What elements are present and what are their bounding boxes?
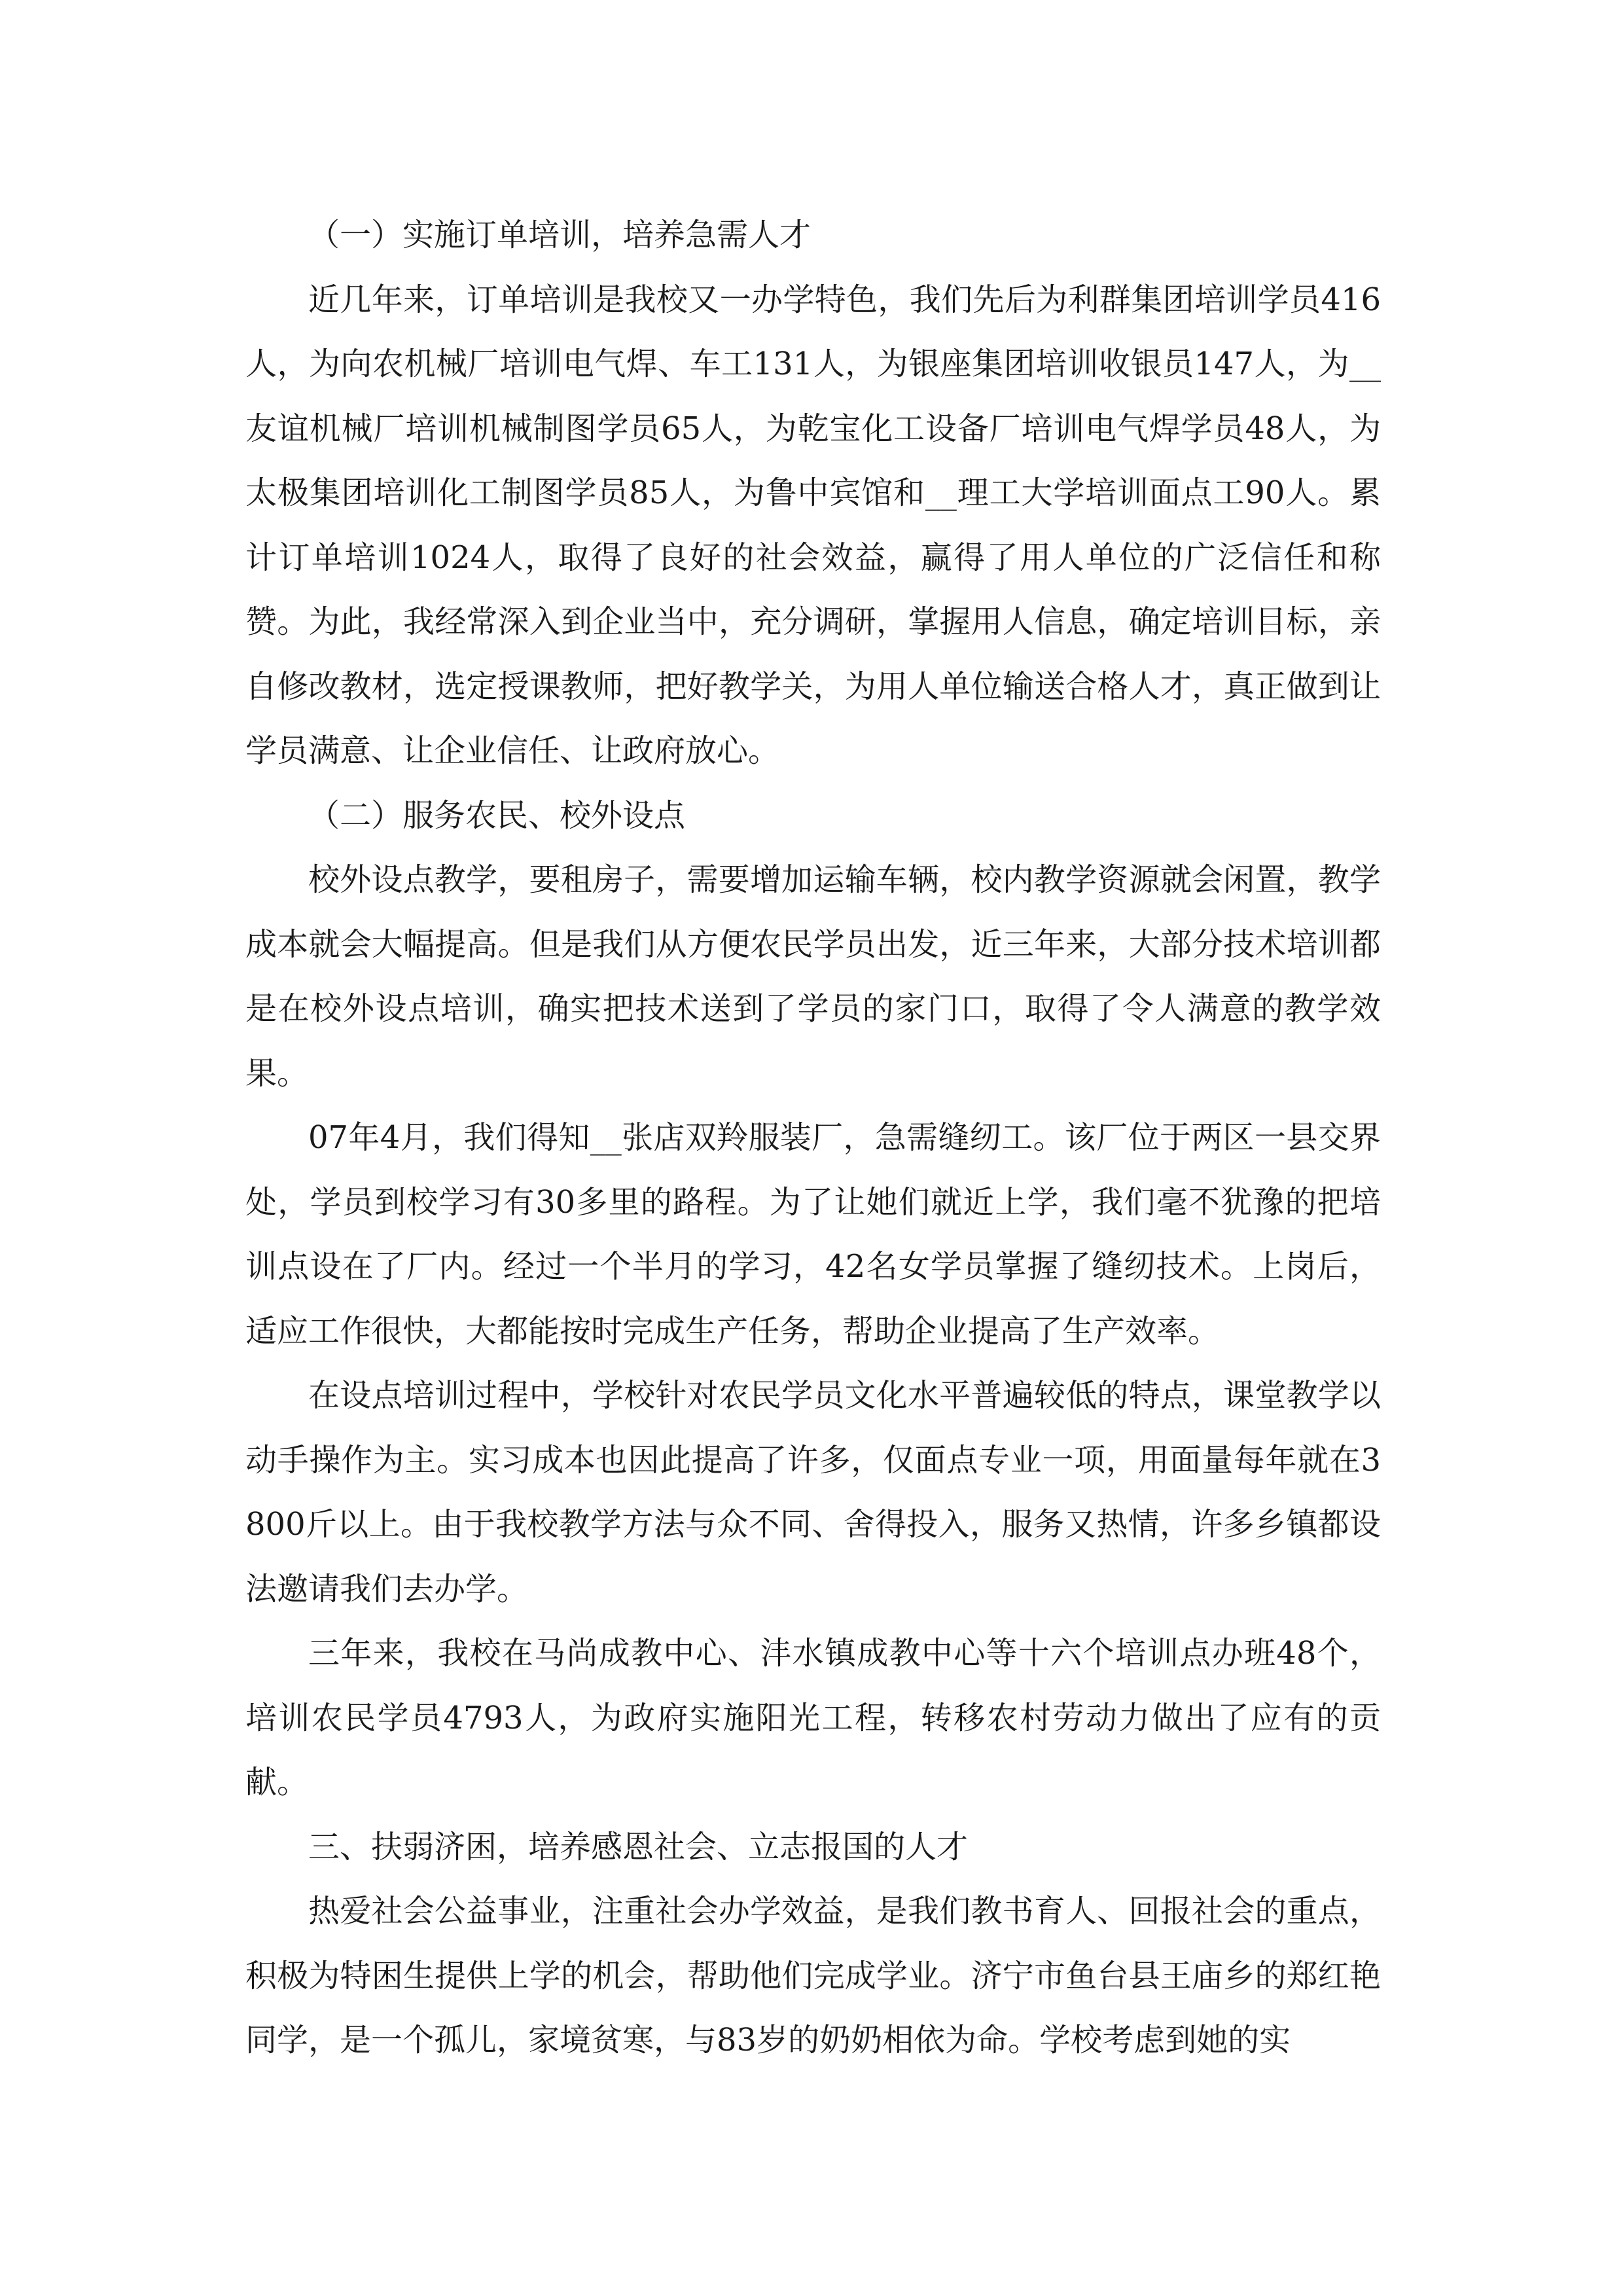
paragraph-training-process: 在设点培训过程中，学校针对农民学员文化水平普遍较低的特点，课堂教学以动手操作为主。实习成本也因此提高了许多，仅面点专业一项，用面量每年就在3800斤以上。由于我校教学方法与众不同、舍得投入，服务又热情，许多乡镇都设法邀请我们去办学。	[245, 1377, 1381, 1607]
section-heading-serve-farmers: （二）服务农民、校外设点	[308, 797, 686, 834]
paragraph-public-welfare: 热爱社会公益事业，注重社会办学效益，是我们教书育人、回报社会的重点，积极为特困生提供上学的机会，帮助他们完成学业。济宁市鱼台县王庙乡的郑红艳同学，是一个孤儿，家境贫寒，与83岁的奶奶相依为命。学校考虑到她的实	[245, 1893, 1381, 2058]
paragraph-order-training: 近几年来，订单培训是我校又一办学特色，我们先后为利群集团培训学员416人，为向农机械厂培训电气焊、车工131人，为银座集团培训收银员147人，为__友谊机械厂培训机械制图学员65人，为乾宝化工设备厂培训电气焊学员48人，为太极集团培训化工制图学员85人，为鲁中宾馆和__理工大学培训面点工90人。累计订单培训1024人，取得了良好的社会效益，赢得了用人单位的广泛信任和称赞。为此，我经常深入到企业当中，充分调研，掌握用人信息，确定培训目标，亲自修改教材，选定授课教师，把好教学关，为用人单位输送合格人才，真正做到让学员满意、让企业信任、让政府放心。	[245, 281, 1381, 769]
paragraph-garment-factory: 07年4月，我们得知__张店双羚服装厂，急需缝纫工。该厂位于两区一县交界处，学员到校学习有30多里的路程。为了让她们就近上学，我们毫不犹豫的把培训点设在了厂内。经过一个半月的学习，42名女学员掌握了缝纫技术。上岗后，适应工作很快，大都能按时完成生产任务，帮助企业提高了生产效率。	[245, 1119, 1381, 1350]
paragraph-three-years: 三年来，我校在马尚成教中心、沣水镇成教中心等十六个培训点办班48个，培训农民学员4793人，为政府实施阳光工程，转移农村劳动力做出了应有的贡献。	[245, 1635, 1381, 1801]
paragraph-offsite-teaching: 校外设点教学，要租房子，需要增加运输车辆，校内教学资源就会闲置，教学成本就会大幅提高。但是我们从方便农民学员出发，近三年来，大部分技术培训都是在校外设点培训，确实把技术送到了学员的家门口，取得了令人满意的教学效果。	[245, 861, 1381, 1092]
section-heading-order-training: （一）实施订单培训，培养急需人才	[308, 217, 812, 253]
document-body	[245, 203, 1381, 2073]
section-heading-help-needy: 三、扶弱济困，培养感恩社会、立志报国的人才	[308, 1828, 969, 1865]
